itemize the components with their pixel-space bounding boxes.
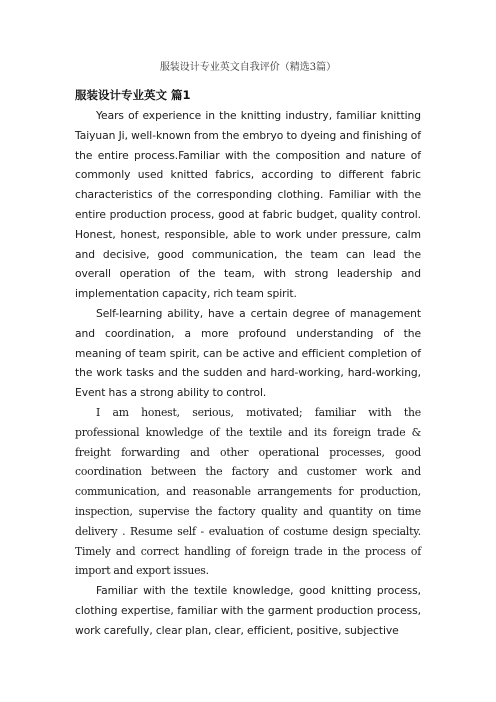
document-header: 服装设计专业英文自我评价（精选3篇） bbox=[159, 62, 337, 73]
paragraph: Years of experience in the knitting industry, familiar knitting Taiyuan Ji, well-known from the embryo to dyeing and finishing of the entire process.Familiar with the composition and nature of commonly used knitted fabrics, according to different fabric characteristics of the corresponding clothing. Familiar with the entire production process, good at fabric budget, quality control. Honest, honest, responsible, able to work under pressure, calm and decisive, good communication, the team can lead the overall operation of the team, with strong leadership and implementation capacity, rich team spirit. bbox=[75, 109, 421, 301]
paragraph: I am honest, serious, motivated; familiar with the professional knowledge of the textile and its foreign trade & freight forwarding and other operational processes, good coordination between the factory and customer work and communication, and reasonable arrangements for production, inspection, supervise the factory quality and quantity on time delivery . Resume self - evaluation of costume design specialty. Timely and correct handling of foreign trade in the process of import and export issues. bbox=[75, 405, 421, 578]
document-body bbox=[75, 106, 421, 641]
section-title: 服装设计专业英文 篇1 bbox=[75, 88, 191, 102]
paragraph: Familiar with the textile knowledge, good knitting process, clothing expertise, familiar with the garment production process, work carefully, clear plan, clear, efficient, positive, subjective bbox=[75, 584, 421, 637]
paragraph: Self-learning ability, have a certain degree of management and coordination, a more profound understanding of the meaning of team spirit, can be active and efficient completion of the work tasks and the sudden and hard-working, hard-working, Event has a strong ability to control. bbox=[75, 306, 421, 400]
